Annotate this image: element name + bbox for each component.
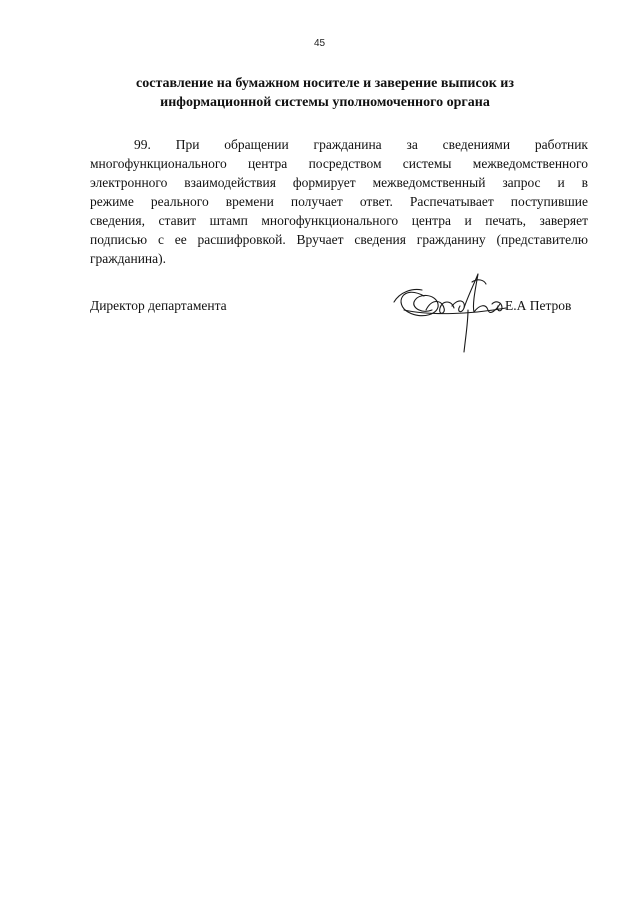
paragraph-line: гражданина).: [90, 251, 167, 266]
page-number: 45: [313, 38, 326, 49]
handwritten-signature: [392, 270, 512, 355]
signatory-title: Директор департамента: [90, 298, 227, 313]
paragraph-line: электронного взаимодействия формирует межведомственный запрос и в: [90, 175, 588, 190]
paragraph-line: сведения, ставит штамп многофункционального центра и печать, заверяет: [90, 213, 588, 228]
section-heading-line: информационной системы уполномоченного органа: [160, 95, 490, 110]
paragraph-line: многофункционального центра посредством системы межведомственного: [90, 156, 588, 171]
paragraph-line: 99. При обращении гражданина за сведениями работник: [134, 137, 588, 152]
signatory-name: Е.А Петров: [505, 298, 572, 313]
section-heading: [100, 74, 550, 112]
body-paragraph: [90, 135, 588, 268]
paragraph-line: режиме реального времени получает ответ. Распечатывает поступившие: [90, 194, 588, 209]
section-heading-line: составление на бумажном носителе и заверение выписок из: [136, 76, 514, 91]
paragraph-line: подписью с ее расшифровкой. Вручает сведения гражданину (представителю: [90, 232, 588, 247]
